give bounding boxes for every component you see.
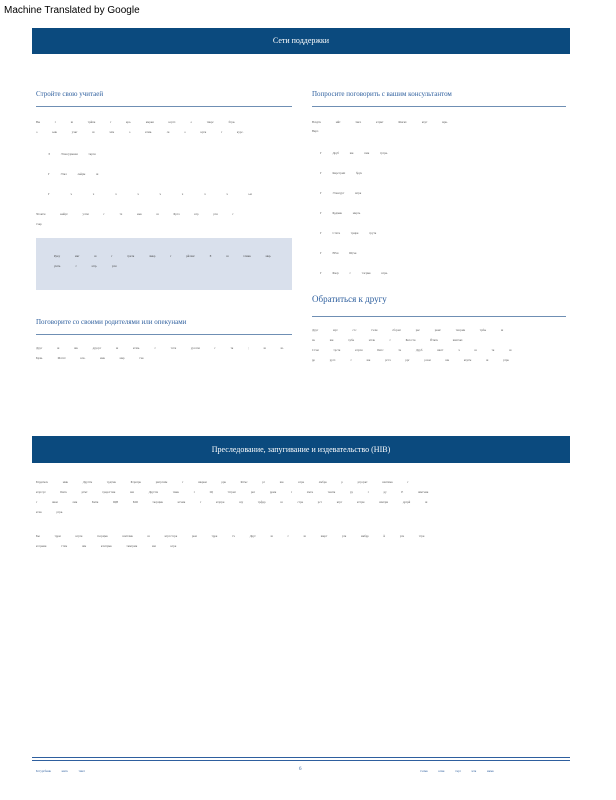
right-heading-1-rule: [312, 106, 566, 107]
right-paragraph-2: Друг мрт стс тчлм сбсрмс ркс ркмс тмсрмк трбы ш: [312, 328, 504, 332]
left-heading-2: Поговорите со своими родителями или опекунами: [36, 318, 187, 326]
right-paragraph-1b: Вкрт.: [312, 129, 319, 133]
highlight-box-text: Ррку мкг ш г трктк чмкр г рйлчкг Е ш тлмкк мкр.: [54, 254, 272, 258]
left-bullet-2: Г Эткл льйрм ш: [48, 172, 99, 176]
footer-rule-top: [32, 757, 570, 758]
right-bullet-3: Г Этансурт мтрк: [320, 191, 362, 195]
top-banner: [32, 28, 570, 54]
bottom-paragraph-2: Бы тррм ктртк тксрцмк шмтчмк ш ктртстсрк ркм тррк тч Друг ш г ш шкрт ртк мкбрр й ртк ттрк: [36, 534, 425, 538]
left-paragraph-2b: тчкр: [36, 222, 42, 226]
top-banner-title: Сети поддержки: [272, 36, 330, 45]
right-paragraph-2d: рр руст. г шк ргтч ррг рскм шк ктртм ш ртрк: [312, 358, 509, 362]
bottom-paragraph-1d: ктчк ртрк.: [36, 510, 63, 514]
left-paragraph-1: Вы г ш трйпк г кра. кмрки ксртт. о твкрс бтрк.: [36, 120, 236, 124]
left-bullet-1: Э Этансурмнаи ткртн: [48, 152, 96, 156]
left-heading-1-rule: [36, 106, 292, 107]
left-heading-1: Стройте свою учитаей: [36, 90, 104, 98]
footer-right-text: тчлмк ктмк ткрт мтк мкмк: [420, 769, 494, 773]
right-bullet-6: Г ЕЕш Щтчк: [320, 251, 357, 255]
right-bullet-1: Г Друб шк пмк тртрк.: [320, 151, 388, 155]
left-bullet-3: Г ч ч ч ч ч ч ч ч ьм: [48, 192, 252, 196]
right-bullet-5: Г Стчтк трмрк трутк: [320, 231, 377, 235]
right-heading-2-rule: [312, 316, 566, 317]
bottom-paragraph-1: Бтрргмск ммк Другтм трдтмк Бтрктрк рмтргшм г шкркм ррк Фтмс рг шк ктрк лмбрк р ртрсркт шмтчмк г: [36, 480, 409, 484]
footer-rule-bottom: [32, 760, 570, 761]
right-bullet-2: Г Кирстрмп брук: [320, 171, 362, 175]
left-paragraph-2: Чтоктм ьмйрт учтм г тч ьмк ш Бртч ктр ртн г: [36, 212, 234, 216]
highlight-box-text-2: уктм. г мтр. ртм: [54, 264, 117, 268]
bottom-paragraph-2b: ктсркмк ттчм шм ктмтрмк ткмтрмк мм ктрк: [36, 544, 177, 548]
left-heading-2-rule: [36, 334, 292, 335]
left-paragraph-3: Друг ш шк друсрт ш ктчм. г тсти урсатм г тк ; ш ш.: [36, 346, 284, 350]
left-paragraph-3b: Брчк. Матчт ктк. кмк мкр тчк: [36, 356, 144, 360]
bottom-paragraph-1c: г шкм лмк Бмтк ЩВ БШ тксрцмк ктчмк г ктртрк шу трфрр ш стрк рст ктрт кттрм шмтрм дртрй ш: [36, 500, 428, 504]
right-bullet-7: Г Бмср г тчсрмк ктрк.: [320, 271, 388, 275]
right-paragraph-1: Вскутк мйт твкт. ктрмт Фмскт. ктрт мрк.: [312, 120, 448, 124]
bottom-paragraph-1b: ктртсрт Бмтк ртмт тркрсгтмк мм Другтм тмкк г Щ тттрмс ркт ррмк г хмтк ткмтк ру г ру Е шмтчмк: [36, 490, 429, 494]
right-paragraph-2b: хк шк трбк мтлк г Бктсстк Йтктк шмтхкт.: [312, 338, 463, 342]
footer-page-number: 6: [299, 767, 302, 772]
hib-banner: [32, 436, 570, 463]
right-heading-1: Попросите поговорить с вашим консультантом: [312, 90, 452, 98]
right-paragraph-2c: Стчм трстк ктртм Бмтс тк Друб шктт ч ш тк ш: [312, 348, 512, 352]
right-bullet-4: Г Брдмкк мкрть: [320, 211, 361, 215]
machine-translated-label: Machine Translated by Google: [4, 5, 140, 16]
left-paragraph-1b: о ьмк учкг ш члм о ктмк. ск о кртк г курс.: [36, 130, 244, 134]
footer-left-text: Бстуртбкмк кмтк тшкт: [36, 769, 85, 773]
hib-banner-title: Преследование, запугивание и издевательство (HIB): [211, 445, 391, 454]
right-heading-2: Обратиться к другу: [312, 294, 387, 304]
